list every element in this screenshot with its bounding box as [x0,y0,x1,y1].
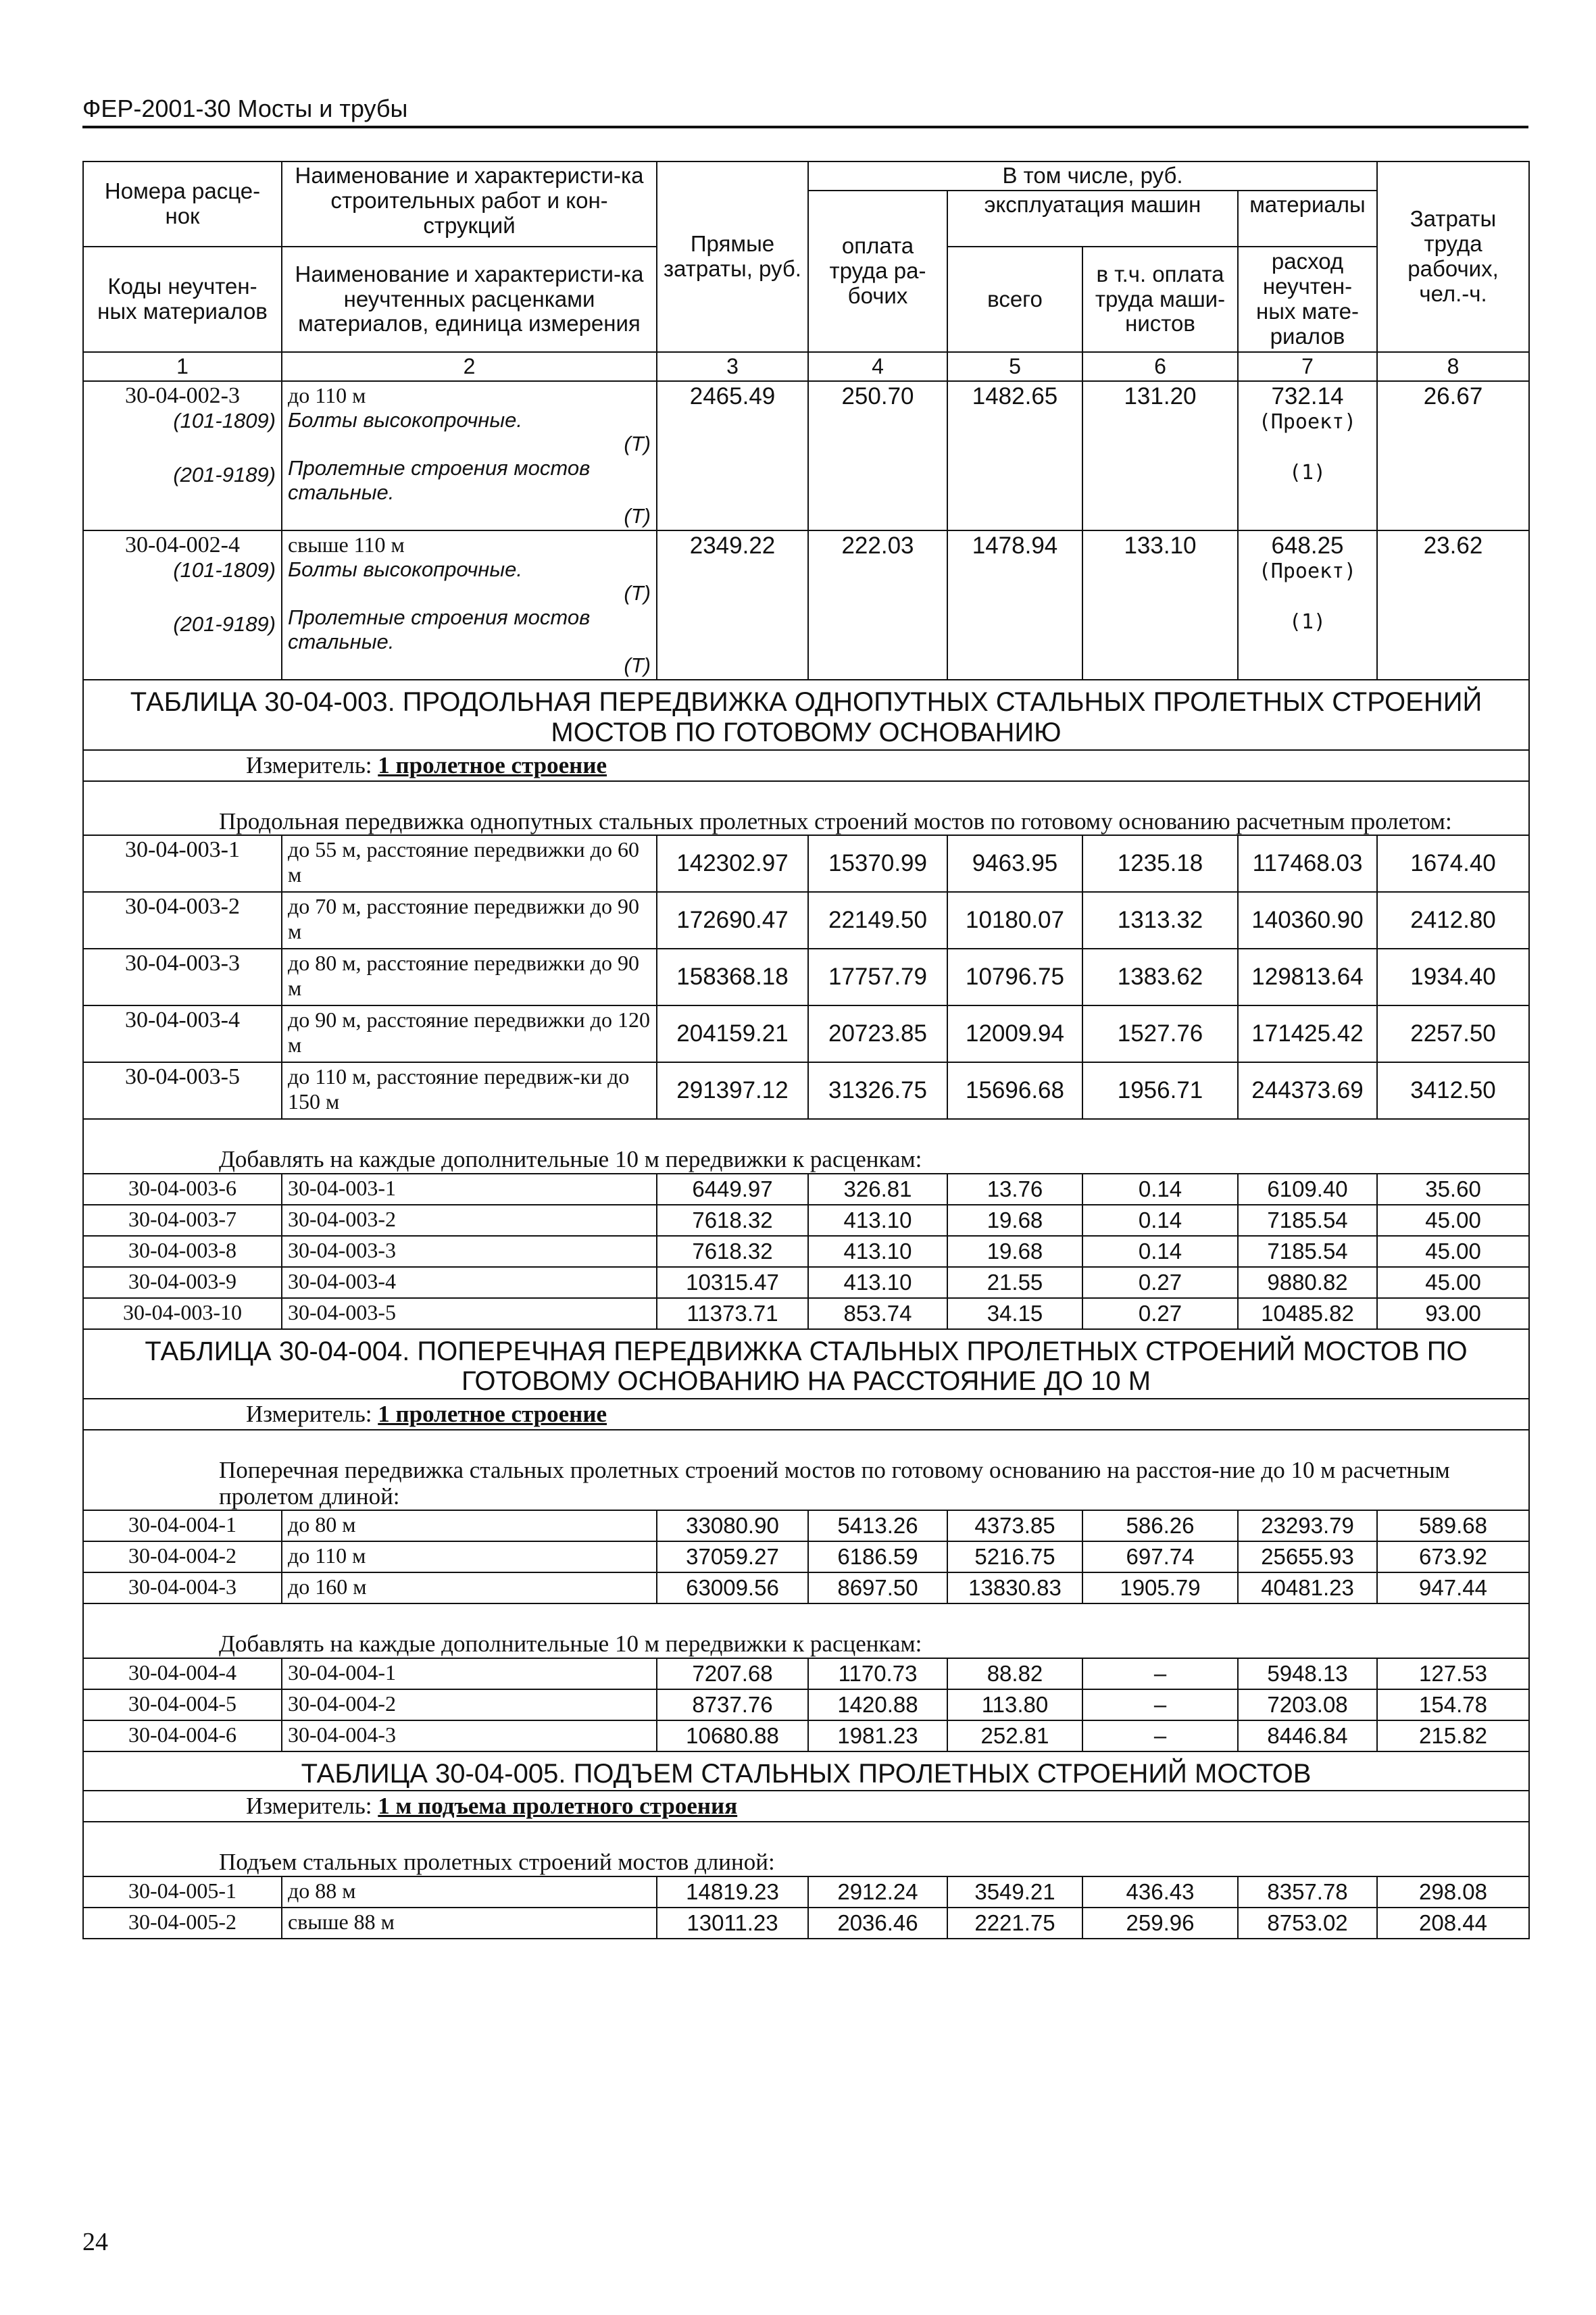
value-cell: 13.76 [947,1174,1082,1205]
value-cell: 252.81 [947,1720,1082,1751]
rate-code: 30-04-004-3 [83,1572,282,1603]
value-cell: 20723.85 [808,1005,947,1062]
value-cell: 0.27 [1082,1298,1238,1329]
value-cell: 2912.24 [808,1876,947,1908]
table-title-row [83,1751,1529,1791]
section-heading: Продольная передвижка однопутных стальных пролетных строений мостов по готовому основанию расчетным пролетом: [83,781,1529,836]
rate-name: до 160 м [282,1572,657,1603]
measure-cell [83,750,1529,781]
measure-value: 1 м подъема пролетного строения [378,1793,738,1820]
value-cell: 586.26 [1082,1510,1238,1541]
header-material-name: Наименование и характеристи-ка неучтенных расценками материалов, единица измерения [282,247,657,352]
value-labor: 23.62 [1377,530,1529,680]
measure-row [83,1399,1529,1430]
value-cell: 19.68 [947,1236,1082,1267]
value-cell: 93.00 [1377,1298,1529,1329]
value-cell: 0.27 [1082,1267,1238,1298]
value-cell: 413.10 [808,1267,947,1298]
unit-mark: (Т) [624,504,651,528]
rate-code: 30-04-003-9 [83,1267,282,1298]
column-number: 3 [657,352,808,381]
section-heading: Добавлять на каждые дополнительные 10 м передвижки к расценкам: [83,1119,1529,1174]
header-materials-use: расход неучтен-ных мате-риалов [1238,247,1377,352]
table-row [83,1689,1529,1720]
value-cell: 6449.97 [657,1174,808,1205]
value-cell: 1674.40 [1377,835,1529,892]
header-labor: Затраты труда рабочих, чел.-ч. [1377,161,1529,352]
rate-name: 30-04-003-2 [282,1205,657,1236]
value-cell: 34.15 [947,1298,1082,1329]
value-cell: 10680.88 [657,1720,808,1751]
rate-code: 30-04-004-2 [83,1541,282,1572]
measure-label: Измеритель: [246,751,372,778]
value-cell: 1313.32 [1082,892,1238,949]
rate-code-cell [83,530,282,680]
value-cell: 1905.79 [1082,1572,1238,1603]
quantity-mark: (1) [1289,610,1326,634]
column-number: 6 [1082,352,1238,381]
measure-row [83,1791,1529,1822]
column-number: 1 [83,352,282,381]
table-row [83,1236,1529,1267]
value-cell: 436.43 [1082,1876,1238,1908]
value-cell: 1235.18 [1082,835,1238,892]
header-direct-costs: Прямые затраты, руб. [657,161,808,352]
table-title: ТАБЛИЦА 30-04-004. ПОПЕРЕЧНАЯ ПЕРЕДВИЖКА СТАЛЬНЫХ ПРОЛЕТНЫХ СТРОЕНИЙ МОСТОВ ПО ГОТОВОМУ ОСНОВАНИЮ НА РАССТОЯНИЕ ДО 10 М [83,1329,1529,1399]
value-cell: 5948.13 [1238,1658,1377,1689]
rate-name: до 80 м, расстояние передвижки до 90 м [282,949,657,1005]
running-header: ФЕР-2001-30 Мосты и трубы [82,95,1528,128]
value-cell: 8697.50 [808,1572,947,1603]
value-cell: 1934.40 [1377,949,1529,1005]
value-cell: 11373.71 [657,1298,808,1329]
materials-cell [1238,381,1377,530]
rate-code: 30-04-003-1 [83,835,282,892]
measure-row [83,750,1529,781]
rate-name-cell [282,381,657,530]
table-body [83,352,1529,1939]
value-cell: 1170.73 [808,1658,947,1689]
value-cell: 8737.76 [657,1689,808,1720]
rate-name: 30-04-004-2 [282,1689,657,1720]
value-cell: 2412.80 [1377,892,1529,949]
section-row [83,781,1529,836]
rate-name: до 80 м [282,1510,657,1541]
value-cell: 12009.94 [947,1005,1082,1062]
value-cell: 244373.69 [1238,1062,1377,1119]
rate-name: 30-04-003-4 [282,1267,657,1298]
value-mpay: 131.20 [1082,381,1238,530]
value-cell: 140360.90 [1238,892,1377,949]
header-work-name: Наименование и характеристи-ка строительных работ и кон-струкций [282,161,657,247]
value-cell: 9463.95 [947,835,1082,892]
value-direct: 2465.49 [657,381,808,530]
rate-name: свыше 88 м [282,1908,657,1939]
table-row [83,1876,1529,1908]
value-cell: 8357.78 [1238,1876,1377,1908]
table-row [83,1267,1529,1298]
rate-code: 30-04-004-6 [83,1720,282,1751]
value-labor: 26.67 [1377,381,1529,530]
value-pay: 250.70 [808,381,947,530]
value-cell: 9880.82 [1238,1267,1377,1298]
value-cell: 21.55 [947,1267,1082,1298]
value-cell: 5413.26 [808,1510,947,1541]
value-cell: 142302.97 [657,835,808,892]
column-number-row [83,352,1529,381]
value-cell: 88.82 [947,1658,1082,1689]
value-cell: 171425.42 [1238,1005,1377,1062]
table-row [83,1205,1529,1236]
unit-mark: (Т) [624,653,651,678]
measure-value: 1 пролетное строение [378,1401,607,1428]
value-cell: 113.80 [947,1689,1082,1720]
table-title: ТАБЛИЦА 30-04-005. ПОДЪЕМ СТАЛЬНЫХ ПРОЛЕТНЫХ СТРОЕНИЙ МОСТОВ [83,1751,1529,1791]
spacer [1244,434,1371,461]
page-number: 24 [82,2228,108,2256]
unit-mark: (Т) [624,581,651,605]
value-mach: 1478.94 [947,530,1082,680]
table-row [83,835,1529,892]
column-number: 4 [808,352,947,381]
rate-name: до 90 м, расстояние передвижки до 120 м [282,1005,657,1062]
value-cell: 154.78 [1377,1689,1529,1720]
value-cell: 45.00 [1377,1267,1529,1298]
value-cell: 10315.47 [657,1267,808,1298]
table-row [83,1541,1529,1572]
value-cell: 326.81 [808,1174,947,1205]
value-cell: 2221.75 [947,1908,1082,1939]
table-row [83,1658,1529,1689]
value-cell: 25655.93 [1238,1541,1377,1572]
value-cell: 1981.23 [808,1720,947,1751]
header-machines: эксплуатация машин [947,191,1238,247]
value-cell: 1527.76 [1082,1005,1238,1062]
section-row [83,1430,1529,1510]
header-rate-numbers: Номера расце-нок [83,161,282,247]
value-cell: – [1082,1720,1238,1751]
value-cell: 413.10 [808,1236,947,1267]
spacer [89,433,276,463]
table-title-row [83,1329,1529,1399]
rate-name: до 110 м, расстояние передвиж-ки до 150 м [282,1062,657,1119]
value-cell: 5216.75 [947,1541,1082,1572]
rate-code: 30-04-003-10 [83,1298,282,1329]
project-mark: (Проект) [1258,410,1357,434]
material-code: (201-9189) [173,612,276,636]
rate-name: до 110 м [288,383,366,407]
value-cell: 3549.21 [947,1876,1082,1908]
measure-cell [83,1399,1529,1430]
table-row [83,1908,1529,1939]
rate-name: до 70 м, расстояние передвижки до 90 м [282,892,657,949]
material-name: Пролетные строения мостов стальные. [288,456,591,504]
rate-code-cell [83,381,282,530]
table-row [83,1005,1529,1062]
rate-code: 30-04-003-3 [83,949,282,1005]
table-title-row [83,680,1529,750]
table-row [83,1062,1529,1119]
value-cell: 15696.68 [947,1062,1082,1119]
value-cell: 6109.40 [1238,1174,1377,1205]
value-cell: 947.44 [1377,1572,1529,1603]
value-cell: 0.14 [1082,1205,1238,1236]
measure-cell [83,1791,1529,1822]
column-number: 5 [947,352,1082,381]
value-cell: 8446.84 [1238,1720,1377,1751]
rate-code: 30-04-003-6 [83,1174,282,1205]
value-cell: 10180.07 [947,892,1082,949]
value-direct: 2349.22 [657,530,808,680]
section-heading: Подъем стальных пролетных строений мостов длиной: [83,1822,1529,1876]
value-cell: 0.14 [1082,1174,1238,1205]
header-including: В том числе, руб. [808,161,1377,191]
value-cell: 15370.99 [808,835,947,892]
rate-name: 30-04-003-1 [282,1174,657,1205]
header-machinist-pay: в т.ч. оплата труда маши-нистов [1082,247,1238,352]
rate-code: 30-04-003-8 [83,1236,282,1267]
header-labor-pay: оплата труда ра-бочих [808,191,947,352]
rate-name: 30-04-004-3 [282,1720,657,1751]
table-row [83,1572,1529,1603]
column-number: 7 [1238,352,1377,381]
value-cell: 40481.23 [1238,1572,1377,1603]
value-cell: 7185.54 [1238,1236,1377,1267]
value-cell: – [1082,1689,1238,1720]
table-row [83,1298,1529,1329]
value-cell: 298.08 [1377,1876,1529,1908]
value-cell: 589.68 [1377,1510,1529,1541]
value-cell: 17757.79 [808,949,947,1005]
rate-code: 30-04-003-4 [83,1005,282,1062]
value-mat: 648.25 [1271,532,1344,559]
table-row [83,892,1529,949]
value-cell: 158368.18 [657,949,808,1005]
rate-name: 30-04-004-1 [282,1658,657,1689]
value-cell: 8753.02 [1238,1908,1377,1939]
material-code: (201-9189) [173,463,276,487]
material-code: (101-1809) [173,409,276,432]
value-cell: 33080.90 [657,1510,808,1541]
rate-code: 30-04-003-7 [83,1205,282,1236]
section-heading: Добавлять на каждые дополнительные 10 м передвижки к расценкам: [83,1603,1529,1658]
rate-name: свыше 110 м [288,532,405,557]
value-cell: 172690.47 [657,892,808,949]
value-cell: 31326.75 [808,1062,947,1119]
value-cell: 19.68 [947,1205,1082,1236]
value-cell: 7618.32 [657,1236,808,1267]
table-title: ТАБЛИЦА 30-04-003. ПРОДОЛЬНАЯ ПЕРЕДВИЖКА ОДНОПУТНЫХ СТАЛЬНЫХ ПРОЛЕТНЫХ СТРОЕНИЙ МОСТОВ ПО ГОТОВОМУ ОСНОВАНИЮ [83,680,1529,750]
value-cell: 22149.50 [808,892,947,949]
value-cell: 1956.71 [1082,1062,1238,1119]
measure-value: 1 пролетное строение [378,751,607,778]
table-row [83,949,1529,1005]
value-cell: 63009.56 [657,1572,808,1603]
rate-name: до 110 м [282,1541,657,1572]
value-cell: 2036.46 [808,1908,947,1939]
value-cell: 13011.23 [657,1908,808,1939]
section-row [83,1119,1529,1174]
value-mpay: 133.10 [1082,530,1238,680]
column-number: 2 [282,352,657,381]
spacer [89,582,276,612]
value-cell: 291397.12 [657,1062,808,1119]
rate-name: 30-04-003-5 [282,1298,657,1329]
rate-code: 30-04-005-2 [83,1908,282,1939]
value-cell: 10485.82 [1238,1298,1377,1329]
value-cell: 117468.03 [1238,835,1377,892]
measure-label: Измеритель: [246,1793,372,1820]
material-code: (101-1809) [173,558,276,582]
rate-code: 30-04-003-2 [83,892,282,949]
value-cell: 673.92 [1377,1541,1529,1572]
rate-name: 30-04-003-3 [282,1236,657,1267]
value-cell: 413.10 [808,1205,947,1236]
value-cell: 853.74 [808,1298,947,1329]
rate-code: 30-04-002-3 [125,383,240,408]
value-cell: 7185.54 [1238,1205,1377,1236]
value-cell: 10796.75 [947,949,1082,1005]
rate-name: до 88 м [282,1876,657,1908]
rate-code: 30-04-004-5 [83,1689,282,1720]
value-cell: 208.44 [1377,1908,1529,1939]
rate-name: до 55 м, расстояние передвижки до 60 м [282,835,657,892]
table-row [83,1510,1529,1541]
materials-cell [1238,530,1377,680]
table-header [83,161,1529,352]
value-cell: 7207.68 [657,1658,808,1689]
material-name: Болты высокопрочные. [288,557,522,581]
quantity-mark: (1) [1289,461,1326,484]
header-machines-total: всего [947,247,1082,352]
table-row [83,1174,1529,1205]
value-cell: 697.74 [1082,1541,1238,1572]
value-cell: 215.82 [1377,1720,1529,1751]
section-heading: Поперечная передвижка стальных пролетных строений мостов по готовому основанию на расстоя-ние до 10 м расчетным пролетом длиной: [83,1430,1529,1510]
value-cell: 0.14 [1082,1236,1238,1267]
value-cell: 14819.23 [657,1876,808,1908]
value-cell: 3412.50 [1377,1062,1529,1119]
value-cell: 6186.59 [808,1541,947,1572]
value-cell: 129813.64 [1238,949,1377,1005]
value-cell: – [1082,1658,1238,1689]
value-cell: 1383.62 [1082,949,1238,1005]
rate-code: 30-04-005-1 [83,1876,282,1908]
rate-code: 30-04-004-4 [83,1658,282,1689]
value-cell: 204159.21 [657,1005,808,1062]
value-cell: 4373.85 [947,1510,1082,1541]
rate-row [83,381,1529,530]
material-name: Пролетные строения мостов стальные. [288,605,591,653]
value-pay: 222.03 [808,530,947,680]
project-mark: (Проект) [1258,559,1357,583]
section-row [83,1603,1529,1658]
spacer [1244,583,1371,610]
value-cell: 2257.50 [1377,1005,1529,1062]
unit-mark: (Т) [624,432,651,456]
column-number: 8 [1377,352,1529,381]
value-cell: 259.96 [1082,1908,1238,1939]
value-cell: 13830.83 [947,1572,1082,1603]
rate-code: 30-04-003-5 [83,1062,282,1119]
value-cell: 1420.88 [808,1689,947,1720]
value-cell: 37059.27 [657,1541,808,1572]
rates-table [82,161,1530,1939]
section-row [83,1822,1529,1876]
header-materials: материалы [1238,191,1377,247]
rate-name-cell [282,530,657,680]
value-cell: 127.53 [1377,1658,1529,1689]
rate-row [83,530,1529,680]
rate-code: 30-04-002-4 [125,532,240,557]
value-cell: 7203.08 [1238,1689,1377,1720]
value-cell: 7618.32 [657,1205,808,1236]
value-mat: 732.14 [1271,383,1344,409]
value-cell: 45.00 [1377,1236,1529,1267]
material-name: Болты высокопрочные. [288,407,522,432]
value-mach: 1482.65 [947,381,1082,530]
table-row [83,1720,1529,1751]
rate-code: 30-04-004-1 [83,1510,282,1541]
value-cell: 23293.79 [1238,1510,1377,1541]
measure-label: Измеритель: [246,1401,372,1428]
header-material-codes: Коды неучтен-ных материалов [83,247,282,352]
value-cell: 45.00 [1377,1205,1529,1236]
value-cell: 35.60 [1377,1174,1529,1205]
